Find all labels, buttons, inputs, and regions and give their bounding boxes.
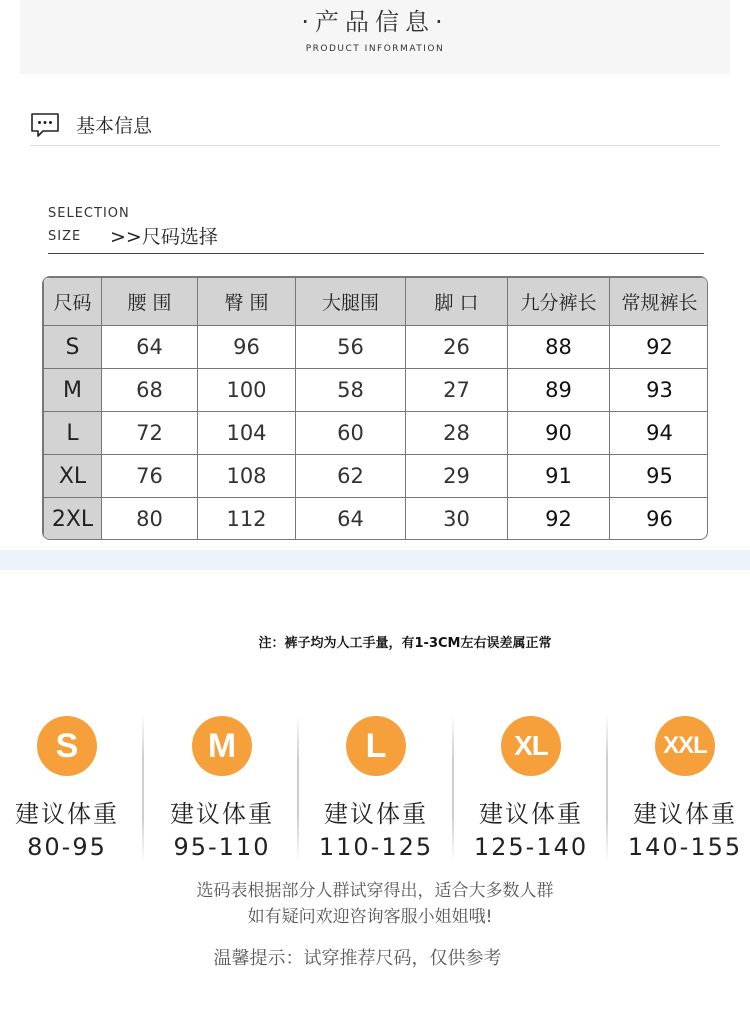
selection-en-label: SELECTION — [48, 206, 130, 221]
table-cell: 92 — [610, 326, 709, 369]
weight-range: 110-125 — [318, 833, 434, 861]
size-badge: XXL — [655, 716, 715, 776]
chat-bubble-icon — [30, 112, 60, 138]
table-row — [44, 412, 709, 455]
table-cell: 27 — [406, 369, 508, 412]
size-selection-heading — [48, 206, 704, 254]
table-row — [44, 326, 709, 369]
table-cell: 64 — [102, 326, 198, 369]
size-recommendation-l — [299, 714, 453, 864]
table-cell: 93 — [610, 369, 709, 412]
recommend-weight-label: 建议体重 — [15, 800, 119, 828]
size-en-label: SIZE — [48, 229, 82, 244]
friendly-tip: 温馨提示：试穿推荐尺码，仅供参考 — [213, 948, 502, 969]
table-cell: 62 — [296, 455, 406, 498]
basic-info-section — [30, 110, 720, 146]
table-cell: 89 — [508, 369, 610, 412]
table-cell: 96 — [198, 326, 296, 369]
size-cell: L — [44, 412, 102, 455]
column-header: 尺码 — [44, 278, 102, 326]
table-cell: 104 — [198, 412, 296, 455]
size-recommendation-xxl — [608, 714, 750, 864]
table-cell: 76 — [102, 455, 198, 498]
size-table-header-row — [44, 278, 709, 326]
size-badge: L — [346, 716, 406, 776]
weight-range: 125-140 — [473, 833, 589, 861]
product-info-banner — [20, 0, 730, 74]
table-row — [44, 455, 709, 498]
column-header: 大腿围 — [296, 278, 406, 326]
table-cell: 60 — [296, 412, 406, 455]
weight-range: 80-95 — [27, 833, 107, 861]
table-cell: 80 — [102, 498, 198, 541]
table-cell: 90 — [508, 412, 610, 455]
table-cell: 100 — [198, 369, 296, 412]
table-cell: 58 — [296, 369, 406, 412]
weight-range: 95-110 — [173, 833, 271, 861]
table-cell: 95 — [610, 455, 709, 498]
recommend-weight-label: 建议体重 — [633, 800, 737, 828]
table-cell: 96 — [610, 498, 709, 541]
column-header: 臀 围 — [198, 278, 296, 326]
table-cell: 30 — [406, 498, 508, 541]
column-header: 腰 围 — [102, 278, 198, 326]
page-subtitle: PRODUCT INFORMATION — [305, 44, 445, 54]
size-selection-cn-label: >>尺码选择 — [110, 226, 218, 248]
customer-service-hint: 如有疑问欢迎咨询客服小姐姐哦! — [247, 907, 493, 927]
column-header: 常规裤长 — [610, 278, 709, 326]
table-cell: 112 — [198, 498, 296, 541]
weight-range: 140-155 — [627, 833, 743, 861]
table-cell: 68 — [102, 369, 198, 412]
measurement-note: 注：裤子均为人工手量，有1-3CM左右误差属正常 — [258, 636, 552, 651]
table-cell: 108 — [198, 455, 296, 498]
column-divider — [142, 714, 144, 862]
table-cell: 56 — [296, 326, 406, 369]
size-chart-description: 选码表根据部分人群试穿得出，适合大多数人群 — [196, 881, 554, 901]
column-header: 九分裤长 — [508, 278, 610, 326]
table-row — [44, 369, 709, 412]
size-badge: XL — [501, 716, 561, 776]
table-cell: 88 — [508, 326, 610, 369]
recommend-weight-label: 建议体重 — [324, 800, 428, 828]
size-recommendation-m — [145, 714, 299, 864]
table-row — [44, 498, 709, 541]
table-cell: 29 — [406, 455, 508, 498]
size-recommendation-s — [0, 714, 144, 864]
table-cell: 64 — [296, 498, 406, 541]
table-cell: 92 — [508, 498, 610, 541]
table-cell: 26 — [406, 326, 508, 369]
size-cell: M — [44, 369, 102, 412]
basic-info-label: 基本信息 — [76, 115, 153, 137]
table-cell: 94 — [610, 412, 709, 455]
size-cell: XL — [44, 455, 102, 498]
table-cell: 91 — [508, 455, 610, 498]
table-cell: 28 — [406, 412, 508, 455]
size-badge: M — [192, 716, 252, 776]
size-table — [42, 276, 708, 540]
size-badge: S — [37, 716, 97, 776]
page-title: ·产品信息· — [301, 8, 449, 36]
size-recommendation-xl — [454, 714, 608, 864]
size-cell: S — [44, 326, 102, 369]
size-cell: 2XL — [44, 498, 102, 541]
section-divider-band — [0, 550, 750, 570]
table-cell: 72 — [102, 412, 198, 455]
recommend-weight-label: 建议体重 — [170, 800, 274, 828]
column-header: 脚 口 — [406, 278, 508, 326]
recommend-weight-label: 建议体重 — [479, 800, 583, 828]
